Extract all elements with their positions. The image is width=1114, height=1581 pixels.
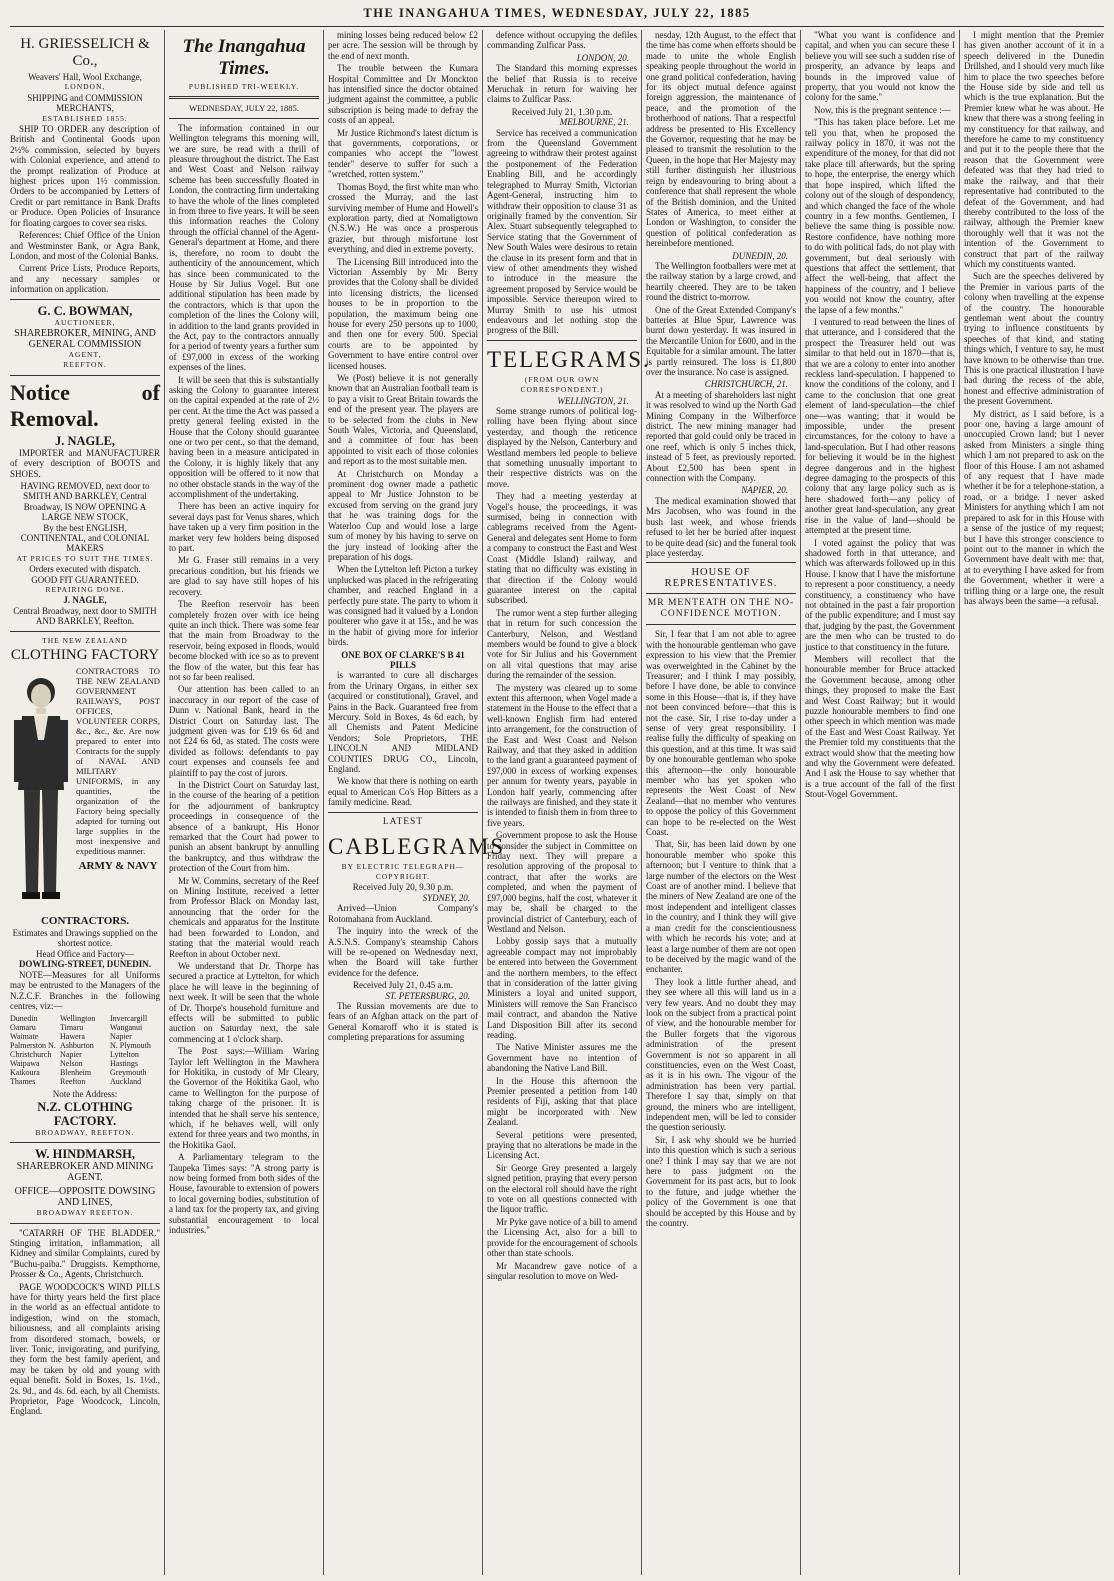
leader-paragraph: The information contained in our Wellington telegrams this morning will, we are sure, be read with a thrill of pleasure throughout the district. The East and West Coast and Nelson railway scheme has been successfully floated in London, the contracting firm undertaking to have the whole of the lines completed in from three to five years. It will be seen this information reaches the Colony through the official channel of the Agent-General's department at Home, and there is, therefore, no room to doubt the authenticity of the announcement, which has since been communicated to the House by Sir Julius Vogel. But one additional stipulation has been made by the contractors, which is that upon the completion of the lines the Colony will, in addition to the land grants provided in the Act, pay to the contractors annually for a period of twenty years a further sum of £97,000 in excess of the working expenses of the lines. [169, 122, 319, 373]
leader-paragraph: It will be seen that this is substantially asking the Colony to guarantee interest on the capital expended at the rate of 2½ per cent. At the time the Act was passed a pretty general feeling existed in the House that the Colony should guarantee one or two per cent., so that the demand, having been in a measure anticipated in the Colony, it is highly likely that any opposition will be offered to it now that no other obstacle stands in the way of the accomplishment of the undertaking. [169, 374, 319, 500]
leader-paragraph: Mr W. Commins, secretary of the Reef on Mining Institute, received a letter from Professor Black on Monday last, announcing that the order for the chemicals and apparatus for the Institute had been forwarded to London, and stating that the material would reach Reefton in about October next. [169, 875, 319, 959]
hindmarsh-place: BROADWAY REEFTON. [36, 1208, 134, 1218]
dateline-wellington: WELLINGTON, 21. [557, 395, 629, 406]
date-rule [169, 118, 319, 119]
griesselich-role: SHIPPING and COMMISSION MERCHANTS, [27, 92, 143, 114]
news-paragraph: Thomas Boyd, the first white man who crossed the Murray, and the last surviving member of Hume and Howell's exploration party, died at Nomaligtown (N.S.W.) He was once a prosperous grazier, but through misfortune lost everything, and died in extreme poverty. [328, 181, 478, 255]
ad-divider [10, 631, 160, 632]
received-time: Received July 21, 0.45 a.m. [353, 980, 453, 991]
leader-paragraph: We understand that Dr. Thorpe has secured a practice at Lyttelton, for which place he will leave in the beginning of next week. It will be seen that the whole of Dr. Thorpe's household furniture and effects will be submitted to public auction on Saturday next, the sale commencing at 1 o'clock sharp. [169, 960, 319, 1044]
branch-town: Invercargill [110, 1014, 148, 1024]
speech-paragraphs [805, 317, 955, 800]
news-paragraph: One of the Great Extended Company's batteries at Blue Spur, Lawrence was burnt down yesterday. It was insured in the Mercantile Union for £600, and in the Equitable for a similar amount. The latter is partly reinsured. The loss is £1,800 over the insurance. No case is assigned. [646, 304, 796, 377]
leader-paragraph: Mr G. Fraser still remains in a very precarious condition, but his friends we are glad to say have still hopes of his recovery. [169, 555, 319, 597]
speech-paragraphs [805, 30, 955, 103]
news-paragraph: defence without occupying the defiles commanding Zulficar Pass. [487, 30, 637, 51]
speech-paragraph: That, Sir, has been laid down by one honourable member who spoke this afternoon; but I venture to think that a large number of the electors on the West Coast are of another mind. I believe that the miners of New Zealand are one of the most independent and intelligent classes in the country, and I think they will give a man credit for the conscientiousness with which he records his vote; and at least a large number of them are not open to be deceived by the magic wand of the enchanter. [646, 839, 796, 975]
branch-town: N. Plymouth [110, 1041, 151, 1051]
news-paragraphs [487, 406, 637, 1281]
speech-paragraph: They look a little further ahead, and they see where all this will land us in a very few years. And no doubt they may look on the subject from a practical point of view, and the honourable member for the Buller forgets that the vigorous administration of the present Government is not so apparent in all constituencies, even on the West Coast, as it is in his own. The vigour of the administration has been very partial. Therefore I say that, simply on that ground, the miners who are intelligent, independent men, will be led to consider the question seriously. [646, 976, 796, 1133]
speech-paragraphs [964, 30, 1104, 606]
cable-paragraph: Arrived—Union Company's Rotomahana from Auckland. [328, 903, 478, 924]
clarkes-pills-body: is warranted to cure all discharges from the Urinary Organs, in either sex (acquired or constitutional), Gravel, and Pains in the Back. Guaranteed free from Mercury. Sold in Boxes, 4s 6d each, by all Chemists and Patent Medicine Vendors; Sole Proprietors, THE LINCOLN AND MIDLAND COUNTIES DRUG CO., Lincoln, England. [328, 670, 478, 775]
clothing-head-office: Head Office and Factory— [35, 948, 135, 959]
speech-paragraph: Sir, I fear that I am not able to agree with the honourable gentleman who gave expression to his view that the Premier was overweighted in the Cabinet by the Treasurer; and I think I may possibly, before I have done, be able to convince some in this House—that is, if they have not been convinced before—that this is not the case. Sir, I rise to-day under a sense of very great responsibility. I realise fully the difficulty of speaking on this question, and at this time. It was said by one honourable gentleman who spoke this afternoon—the only honourable member who has yet spoken who represents the West Coast of New Zealand—that no member who ventures to oppose the policy of this Government can hope to be re-elected on the West Coast. [646, 629, 796, 838]
motion-heading: MR MENTEATH ON THE NO-CONFIDENCE MOTION. [647, 598, 795, 620]
branch-town: Hastings [110, 1059, 138, 1069]
news-paragraph: They had a meeting yesterday at Vogel's house, the proceedings, it was surmised, being in connection with cablegrams received from the Agent-General and delegates sent Home to form a company to construct the East and West Coast (Middle Island) railway, and stating that no difficulty was existing in that direction if the Colony would guarantee interest on the capital subscribed. [487, 491, 637, 606]
ad-divider [10, 1223, 160, 1224]
news-column-3 [328, 30, 506, 1575]
clothing-footer-place: BROADWAY, REEFTON. [35, 1127, 135, 1137]
dateline-petersburg: ST. PETERSBURG, 20. [385, 990, 470, 1001]
speech-paragraph: I ventured to read between the lines of that utterance, and I considered that the prospect the Treasurer held out was similar to that held out in 1870—that is, that we are a colony to enter into another reckless land-speculation. I happened to know the conditions of the colony, and I came to the conclusion that one great element of land-speculation—the chief one—was wanting; that it would be impossible, under the present circumstances, for the colony to have a land-speculation. But I had other reasons for believing it would be in the highest degree dangerous and in the highest degree damaging to the prospects of this colony that any large policy such as is here shadowed forth—any policy of another great land-speculation, any great rise in the value of land—should be attempted at the present time. [805, 316, 955, 536]
woodcock-ad: PAGE WOODCOCK'S WIND PILLS have for thirty years held the first place in the world as an effectual antidote to indigestion, wind on the stomach, biliousness, and all complaints arising from disordered stomach, bowels, or liver. Tonic, invigorating, and purifying, they form the best family aperient, and may be taken by old and young with equal benefit. Sold in Boxes, 1s. 1½d., 2s. 9d., and 4s. 6d. each, by all Chemists. Proprietor, Page Woodcock, Lincoln, England. [10, 1281, 160, 1417]
news-paragraphs [328, 30, 478, 648]
title-rule [169, 96, 319, 99]
section-rule [646, 593, 796, 594]
branch-town: Greymouth [110, 1068, 147, 1078]
bowman-place: REEFTON. [63, 360, 107, 370]
column-rule [959, 30, 960, 1575]
bowman-role: AGENT, [68, 349, 102, 359]
news-column-4 [487, 30, 651, 1575]
branch-town: Lyttelton [110, 1050, 139, 1060]
hindmarsh-office: OFFICE—OPPOSITE DOWSING AND LINES, [14, 1186, 156, 1209]
leader-paragraph: There has been an active inquiry for several days past for Venus shares, which have taken up a very firm position in the market very few holders being disposed to part. [169, 501, 319, 554]
news-paragraph: Service has received a communication from the Queensland Government agreeing to withdraw their protest against the postponement of the Federation Enabling Bill, and he accordingly telegraphed to Murray Smith, Victorian Agent-General, instructing him to withdraw their opposition to clause 31 as originally framed by the convention. Sir Alex. Stuart subsequently telegraphed to Service stating that the Government of New South Wales were desirous to retain the clause in its present form and that in view of other amendments they wished to introduce in the measure the agreement proposed by Service would be impossible. Service thereupon wired to Murray Smith to use his utmost endeavours and let nothing stop the progress of the Bill. [487, 127, 637, 336]
branch-town: Nelson [60, 1059, 83, 1069]
ad-column [10, 30, 160, 1575]
clothing-factory-title: CLOTHING FACTORY [10, 647, 160, 664]
speech-paragraph: I voted against the policy that was shadowed forth in that utterance, and which was afterwards followed up in this House. I know that I have the misfortune to represent a poor constituency, a needy constituency, a constituency who have not obtained in the past a fair proportion of the public expenditure; and I must say that, judging by the past, the Government are the men who can be trusted to do justice to that constituency in the future. [805, 537, 955, 652]
nagle-text: HAVING REMOVED, next door to SMITH AND BARKLEY, Central Broadway, IS NOW OPENING A LARGE NEW STOCK, [20, 480, 150, 523]
hindmarsh-role: SHAREBROKER AND MINING AGENT. [16, 1161, 154, 1184]
news-paragraphs [646, 390, 796, 484]
branch-town: Auckland [110, 1077, 142, 1087]
dateline-christchurch: CHRISTCHURCH, 21. [704, 379, 788, 390]
griesselich-body: SHIP TO ORDER any description of British and Continental Goods upon 2½% commission, selected by buyers with Colonial experience, and attend to the prompt realization of Produce at highest prices upon 1½ commission. Orders to be accompanied by Letters of Credit or part remittance in Bank Drafts or Produce. Open Policies of Insurance for floating cargoes to cover sea risks. [10, 124, 160, 228]
leader-paragraph: The Post says:—William Waring Taylor left Wellington in the Mawhera for Hokitika, in custody of Mr Cleary, the Governor of the Hokitika Gaol, who came to Wellington for the purpose of taking charge of the prisoner. It is intended that he shall serve his sentence, which, if he behaves well, will only extend for three years and two months, in the Hokitika Gaol. [169, 1046, 319, 1150]
masthead: THE INANGAHUA TIMES, WEDNESDAY, JULY 22, 1885 [363, 6, 751, 20]
published-note: PUBLISHED TRI-WEEKLY. [188, 82, 300, 91]
news-paragraph: The medical examination showed that Mrs Jacobsen, who was found in the bush last week, and whose friends refused to let her be buried after inquest to be quite dead (sic) and the funeral took place yesterday. [646, 495, 796, 558]
news-paragraphs [487, 30, 637, 51]
speech-paragraph: My district, as I said before, is a poor one, having a large amount of unoccupied Crown land; but I never asked from Ministers a single thing which I am not prepared to ask on the floor of this House. I am not ashamed of any request that I have made whether it be for a telephone-station, a road, or a bridge. I never asked Ministers for anything which I am not prepared to ask for in this House with a sense of the justice of my request; but I have this stronger conscience to point out to the manner in which the Government have dealt with me: that, at to everything I have asked for from the Government, whether it were a trifling thing or a large one, the result has always been the same—a refusal. [964, 408, 1104, 606]
griesselich-established: ESTABLISHED 1855. [42, 113, 128, 123]
leader-paragraph: Our attention has been called to an inaccuracy in our report of the case of Dunn v. National Bank, heard in the District Court on Saturday last. The judgment given was for £19 6s 6d and not £24 6s 6d, as stated. The costs were divided as follows: defendants to pay court expenses and counsels fee and plaintiff to pay the cost of jurors. [169, 684, 319, 778]
news-paragraph: mining losses being reduced below £2 per acre. The session will be through by the end of next month. [328, 30, 478, 61]
dateline-napier: NAPIER, 20. [741, 485, 788, 496]
dateline-sydney: SYDNEY, 20. [422, 892, 470, 903]
branch-town: Blenheim [60, 1068, 92, 1078]
leader-column [169, 30, 319, 1575]
boy-in-uniform-illustration [10, 670, 72, 910]
notice-of-removal-heading: Notice of Removal. [10, 379, 160, 431]
news-paragraph: The mystery was cleared up to some extent this afternoon, when Vogel made a statement in the House to the effect that a well-known English firm had entered into arrangement, for the construction of the East and West Coast and Nelson Railway, and that they asked in addition to the land grant a guaranteed payment of £97,000 in excess of working expenses per annum for twenty years, payable in London half yearly, commencing after the railways are finished, and they state it is intended to finish them in from three to five years. [487, 682, 637, 828]
branch-town: Hawera [60, 1032, 85, 1042]
leader-paragraph: In the District Court on Saturday last, in the course of the hearing of a petition for the adjournment of bankruptcy proceedings in consequence of the absence of a bankrupt, His Honor remarked that the Court had power to punish an absent bankrupt by annulling the bankruptcy, and thus withdraw the protection of the Court from him. [169, 780, 319, 874]
cable-paragraph: The Russian movements are due to fears of an Afghan attack on the part of General Komaroff who it is stated is completing preparations for assuming [328, 1000, 478, 1043]
griesselich-references: References: Chief Office of the Union and Westminster Bank, or Agra Bank, London, and most of the Colonial Banks. [10, 230, 160, 261]
speech-quote: "This has taken place before. Let me tell you that, when he proposed the railway policy in 1870, it was not the expenditure of the money, for that did not take place till afterwards, but the spring to hope, the enterprise, the energy which that hope inspired, which lifted the colony out of the slough of despondency, and which changed the face of the whole country in a few months. Gentlemen, I believe the same thing is possible now. Restore confidence, have nothing more to do with political fads, do not play with government, but deal seriously with questions that affect the settlement, that affect the well-being, that affect the happiness of the country, and I believe you would not know the country, after the lapse of a few months." [805, 117, 955, 315]
news-paragraphs [646, 30, 796, 249]
branch-town: Reefton [60, 1077, 86, 1087]
bowman-role: AUCTIONEER, [54, 317, 116, 327]
news-paragraph: Mr Pyke gave notice of a bill to amend the Licensing Act, also for a bill to provide for the encouragement of schools other than state schools. [487, 1216, 637, 1259]
branch-town: Wellington [60, 1014, 96, 1024]
speech-paragraph: "What you want is confidence and capital, and when you can secure these I believe you will see such a sudden rise of prosperity, an advance by leaps and bounds in the improved value of property, that you would not know the colony for the same." [805, 30, 955, 103]
clothing-factory-pre: THE NEW ZEALAND [42, 635, 128, 645]
news-column-5 [646, 30, 796, 1575]
ad-divider [10, 299, 160, 300]
branch-towns [10, 1014, 160, 1086]
news-paragraph: Government propose to ask the House to consider the subject in Committee on Friday next. They will prepare a resolution approving of the proposal to contract, that after the works are completed, and when the payment of £97,000 begins, half the cost, whatever it may be, shall be charged to the provincial district of Canterbury, each of Westland and Nelson. [487, 830, 637, 934]
masthead-rule [10, 26, 1104, 27]
bowman-name: G. C. BOWMAN, [37, 303, 133, 318]
news-paragraph: At Christchurch on Monday a prominent dog owner made a pathetic appeal to Mr Justice Johnston to be excused from serving on the grand jury that he was training dogs for the Waterloo Cup and would lose a large sum of money by his having to serve on the jury instead of looking after the preparation of his dogs. [328, 468, 478, 562]
clothing-factory-body: CONTRACTORS TO THE NEW ZEALAND GOVERNMENT RAILWAYS, POST OFFICES, VOLUNTEER CORPS, &c., &c., &c. Are now prepared to enter into Contracts for the supply of NAVAL AND MILITARY UNIFORMS, in any quantities, the organization of the Factory being specially adapted for turning out large supplies in the most inexpensive and expeditious manner. [76, 666, 160, 857]
news-paragraph: Mr Macandrew gave notice of a singular resolution to move on Wed- [487, 1260, 637, 1281]
griesselich-address: Weavers' Hall, Wool Exchange, [28, 72, 142, 82]
news-paragraphs [646, 496, 796, 558]
griesselich-price-lists: Current Price Lists, Produce Reports, and any necessary samples or information on application. [10, 263, 160, 295]
news-paragraph: Sir George Grey presented a largely signed petition, praying that every person on the electoral roll should have the right to vote on all questions connected with the liquor traffic. [487, 1162, 637, 1215]
branch-town: Waipawa [10, 1059, 40, 1069]
clothing-estimates: Estimates and Drawings supplied on the shortest notice. [12, 928, 158, 949]
nagle-text: By the best ENGLISH, CONTINENTAL, and COLONIAL MAKERS [20, 522, 150, 554]
bowman-role: GENERAL COMMISSION [28, 338, 142, 350]
news-paragraph: When the Lyttelton left Picton a turkey unplucked was placed in the refrigerating chamber, and reached England in a perfectly pure state. The party to whom it was consigned had it valued by a London poulterer who gave it at 15s., and he was in the habit of giving more for inferior birds. [328, 564, 478, 648]
nagle-text: IMPORTER and MANUFACTURER of every description of BOOTS and SHOES. [10, 447, 160, 479]
section-rule [328, 812, 478, 813]
dateline-dunedin: DUNEDIN, 20. [732, 250, 788, 261]
column-rule [323, 30, 324, 1575]
branch-town: Napier [110, 1032, 132, 1042]
news-paragraph: Lobby gossip says that a mutually agreeable compact may not improbably be entered into between the Government and the northern members, to the effect that in consideration of the latter giving Ministers a loyal and united support, Ministers will remove the San Francisco mail contract, and abandon the Native Land Disposition Bill after its second reading. [487, 936, 637, 1040]
branch-town: Oamaru [10, 1023, 36, 1033]
dateline-london: LONDON, 20. [576, 52, 629, 63]
section-rule [646, 562, 796, 563]
branch-town: Dunedin [10, 1014, 38, 1024]
nagle-address: Central Broadway, next door to SMITH AND BARKLEY, Reefton. [13, 605, 157, 627]
branch-town: Kaikoura [10, 1068, 40, 1078]
column-rule [164, 30, 165, 1575]
branch-town: Palmerston N. [10, 1041, 56, 1051]
section-rule [487, 340, 637, 341]
received-time: Received July 21, 1.30 p.m. [511, 106, 613, 117]
clothing-address: DOWLING-STREET, DUNEDIN. [18, 959, 152, 970]
clothing-note: NOTE—Measures for all Uniforms may be entrusted to the Managers of the N.Z.C.F. Branches in the following centres, viz:— [10, 969, 160, 1011]
received-time: Received July 20, 9.30 p.m. [352, 882, 454, 893]
nagle-sign: J. NAGLE, [63, 595, 107, 606]
paper-title: The Inangahua Times. [182, 36, 306, 79]
dateline-melbourne: MELBOURNE, 21. [559, 117, 629, 128]
branch-town: Napier [60, 1050, 82, 1060]
section-rule [646, 624, 796, 625]
cable-byline: BY ELECTRIC TELEGRAPH—COPYRIGHT. [341, 861, 465, 882]
cablegrams-heading: CABLEGRAMS [328, 833, 506, 859]
news-paragraph: The Licensing Bill introduced into the Victorian Assembly by Mr Berry provides that the Colony shall be divided into licensing districts, the licensed houses to be in proportion to the population, the maximum being one house for every 250 persons up to 1000, and then one for every 500. Special courts are to be appointed by Government to have entire control over licensed houses. [328, 256, 478, 371]
branch-town: Thames [10, 1077, 36, 1087]
nagle-text: Orders executed with dispatch. [29, 564, 141, 575]
news-paragraph: In the House this afternoon the Premier presented a petition from 140 residents of Fiji, asking that that place might be incorporated with New Zealand. [487, 1075, 637, 1128]
cable-paragraphs [328, 903, 478, 978]
column-rule [800, 30, 801, 1575]
ad-divider [10, 375, 160, 376]
column-rule [641, 30, 642, 1575]
latest-label: LATEST [382, 816, 424, 827]
news-paragraph: The trouble between the Kumara Hospital Committee and Dr Monckton has intensified since the doctor obtained judgment against the committee, a public subscription is being made to defray the costs of an appeal. [328, 63, 478, 126]
news-paragraph: At a meeting of shareholders last night it was resolved to wind up the North Gad Mining Company in the Wilberforce district. The new mining manager had reported that gold could only be traced in one reef, which is only 5 inches thick, instead of 5 feet, as previously reported. About £2,500 has been spent in connection with the Company. [646, 389, 796, 484]
buchu-ad: "CATARRH OF THE BLADDER." Stinging irritation, inflammation, all Kidney and similar Complaints, cured by "Buchu-paiba." Druggists. Kempthorne, Prosser & Co., Agents, Christchurch. [10, 1227, 160, 1280]
army-navy-contractors: ARMY & NAVY CONTRACTORS. [40, 860, 158, 928]
column-rule [482, 30, 483, 1575]
clothing-footer: N.Z. CLOTHING FACTORY. [37, 1099, 133, 1128]
bowman-role: SHAREBROKER, MINING, AND [14, 327, 156, 339]
leader-paragraph: The Reefton reservoir has been completely frozen over with ice being quite an inch thick. There was some fear that the main from Broadway to the reservoir, being exposed in floods, would become blocked with ice so as to prevent the flow of the water, but this fear has not so far been realised. [169, 599, 319, 682]
branch-town: Waimate [10, 1032, 39, 1042]
news-column-7 [964, 30, 1104, 1575]
news-paragraph: We (Post) believe it is not generally known that an Australian football team is to pay a visit to Great Britain towards the end of the present year. The players are to be selected from the clubs in New South Wales, Victoria, and Queensland, and a committee of four has been appointed to visit each of those colonies and report as to the most suitable men. [328, 373, 478, 467]
branch-town: Christchurch [10, 1050, 52, 1060]
speech-paragraph: Sir, I ask why should we be hurried into this question which is such a serious one? I think I may say that we are not here to pass judgment on the Government for its past acts, but to look to the future, and judge whether the policy of the Government is one that should be accepted by this House and by the country. [646, 1134, 796, 1229]
leader-article [169, 123, 319, 1236]
speech-paragraph: I might mention that the Premier has given another account of it in a speech delivered in the Dunedin Drillshed, and I should very much like him to place the two speeches before the House side by side and tell us which is the true explanation. But the Premier knew what he was about. He knew that there was a strong feeling in my constituency for that railway, and therefore he came to my constituency and put it to the people there that the reason that the Government were defeated was that they had tried to make the railway, and that their representative had contributed to the defeat of the Government, and had thereby contributed to the loss of the railway, although the Premier knew thoroughly well that it was not the intention of the Government to construct that part of the railway which my constituents wanted. [964, 30, 1104, 269]
news-paragraph: The Standard this morning expresses the belief that Russia is to receive Meruchak in return for waiving her claims to Zulficar Pass. [487, 63, 637, 105]
ad-divider [10, 1142, 160, 1143]
clothing-address-note: Note the Address: [52, 1089, 118, 1100]
nagle-text: REPAIRING DONE. [45, 585, 125, 595]
house-heading: HOUSE OF REPRESENTATIVES. [664, 567, 778, 590]
news-paragraph: nesday, 12th August, to the effect that the time has come when efforts should be made to unite the whole English speaking people throughout the world in one grand political confederation, having for its object mutual defence against foreign aggression, the maintenance of peace, and the promotion of the brotherhood of nations. That a respectful address be presented to His Excellency the Governor, requesting that he may be pleased to transmit the resolution to the Queen, in the hope that Her Majesty may still further distinguish her illustrious reign by endeavouring to bring about a conference that shall represent the whole of the British dominion, and the United States of America, to meet either at London or Washington, to consider the question of political confederation as hereinbefore mentioned. [646, 30, 796, 249]
news-paragraph: The Wellington footballers were met at the railway station by a large crowd, and heartily cheered. They are to be taken round the district to-morrow. [646, 260, 796, 303]
hindmarsh-name: W. HINDMARSH, [35, 1147, 135, 1162]
griesselich-city: LONDON, [64, 82, 106, 92]
own-correspondent: (FROM OUR OWN CORRESPONDENT.) [520, 374, 604, 395]
news-paragraph: Mr Justice Richmond's latest dictum is that governments, corporations, or companies who accept the "lowest tender" deserve to suffer for such a "wretched, rotten system." [328, 127, 478, 180]
news-paragraph: Several petitions were presented, praying that no alterations be made in the Licensing Act. [487, 1129, 637, 1161]
branch-town: Timaru [60, 1023, 84, 1033]
cable-paragraph: The inquiry into the wreck of the A.S.N.S. Company's steamship Cahors will be re-opened on Wednesday next, when the Board will take further evidence for the defence. [328, 926, 478, 978]
nagle-text: GOOD FIT GUARANTEED. [31, 574, 139, 585]
leader-paragraph: A Parliamentary telegram to the Taupeka Times says: "A strong party is now being formed from both sides of the House, favourable to extension of powers to local governing bodies, substitution of a land tax for the property tax, and giving substantial encouragement to local industries." [169, 1152, 319, 1236]
news-paragraphs [487, 128, 637, 336]
hop-bitters-ad: We know that there is nothing on earth equal to American Co's Hop Bitters as a family medicine. Read. [328, 776, 478, 808]
news-paragraphs [646, 261, 796, 377]
news-column-6 [805, 30, 955, 1575]
clarkes-pills-title: ONE BOX OF CLARKE'S B 41 PILLS [341, 649, 465, 670]
griesselich-name: H. GRIESSELICH & Co., [20, 36, 150, 69]
news-paragraph: The Native Minister assures me the Government have no intention of abandoning the Native Land Bill. [487, 1042, 637, 1074]
speech-paragraph: Such are the speeches delivered by the Premier in various parts of the colony when travelling at the expense of the country. The honourable gentleman went about the country trying to influence constituents by speeches of that kind, and stating things which, I venture to say, he must have known to be otherwise than true. This is one practical illustration I have had during the recess of the able, honest and effective administration of the present Government. [964, 271, 1104, 407]
news-paragraph: Some strange rumors of political log-rolling have been flying about since yesterday, and though the reticence displayed by the Nelson, Canterbury and Westland members led people to believe that something unusually important to their respective districts was on the move. [487, 406, 637, 489]
telegrams-heading: TELEGRAMS. [487, 346, 651, 372]
news-paragraph: The rumor went a step further alleging that in return for such concession the Canterbury, Nelson, and Westland members would be found to give a block vote for Sir Julius and his Government on all vital questions that may arise during the remainder of the session. [487, 607, 637, 681]
nagle-name: J. NAGLE, [54, 433, 116, 448]
branch-town: Wanganui [110, 1023, 143, 1033]
branch-town: Ashburton [60, 1041, 94, 1051]
speech-paragraphs [646, 629, 796, 1228]
leader-date: WEDNESDAY, JULY 22, 1885. [189, 103, 299, 114]
news-paragraphs [487, 63, 637, 105]
speech-intro: Now, this is the pregnant sentence :— [814, 104, 951, 115]
speech-paragraph: Members will recollect that the honourable member for Bruce attacked the Government because, among other things, they proposed to make the East and West Coast Railway; but it would puzzle honourable members to find one other speech in which mention was made of the East and West Coast Railway. Yet the Premier told my constituents that the extract would show that the meeting how and why the Government were defeated. And I ask the House to say whether that is a true account of the fall of the first Stout-Vogel Government. [805, 653, 955, 800]
nagle-text: AT PRICES TO SUIT THE TIMES. [16, 553, 154, 563]
